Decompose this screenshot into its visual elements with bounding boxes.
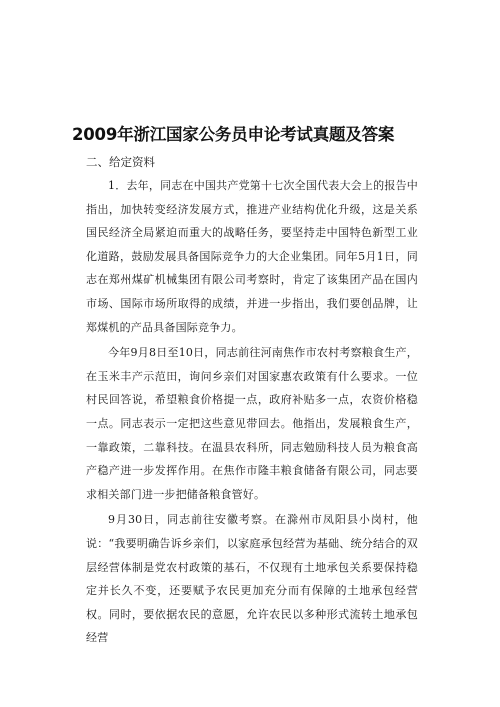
document-body	[86, 150, 418, 652]
paragraph-2: 今年9月8日至10日，同志前往河南焦作市农村考察粮食生产，在玉米丰产示范田，询问乡亲们对国家惠农政策有什么要求。一位村民回答说，希望粮食价格提一点，政府补贴多一点，农资价格稳一点。同志表示一定把这些意见带回去。他指出，发展粮食生产，一靠政策，二靠科技。在温县农科所，同志勉励科技人员为粮食高产稳产进一步发挥作用。在焦作市隆丰粮食储备有限公司，同志要求相关部门进一步把储备粮食管好。	[86, 346, 418, 501]
section-heading: 二、给定资料	[86, 155, 155, 169]
paragraph-3: 9月30日，同志前往安徽考察。在滁州市凤阳县小岗村，他说：“我要明确告诉乡亲们，以家庭承包经营为基础、统分结合的双层经营体制是党农村政策的基石，不仅现有土地承包关系要保持稳定并长久不变，还要赋予农民更加充分而有保障的土地承包经营权。同时，要依据农民的意愿，允许农民以多种形式流转土地承包经营	[86, 513, 418, 645]
document-title: 2009年浙江国家公务员申论考试真题及答案	[72, 125, 395, 144]
paragraph-1: 1．去年，同志在中国共产党第十七次全国代表大会上的报告中指出，加快转变经济发展方式，推进产业结构优化升级，这是关系国民经济全局紧迫而重大的战略任务，要坚持走中国特色新型工业化道路，鼓励发展具备国际竞争力的大企业集团。同年5月1日，同志在郑州煤矿机械集团有限公司考察时，肯定了该集团产品在国内市场、国际市场所取得的成绩，并进一步指出，我们要创品牌，让郑煤机的产品具备国际竞争力。	[86, 179, 418, 334]
